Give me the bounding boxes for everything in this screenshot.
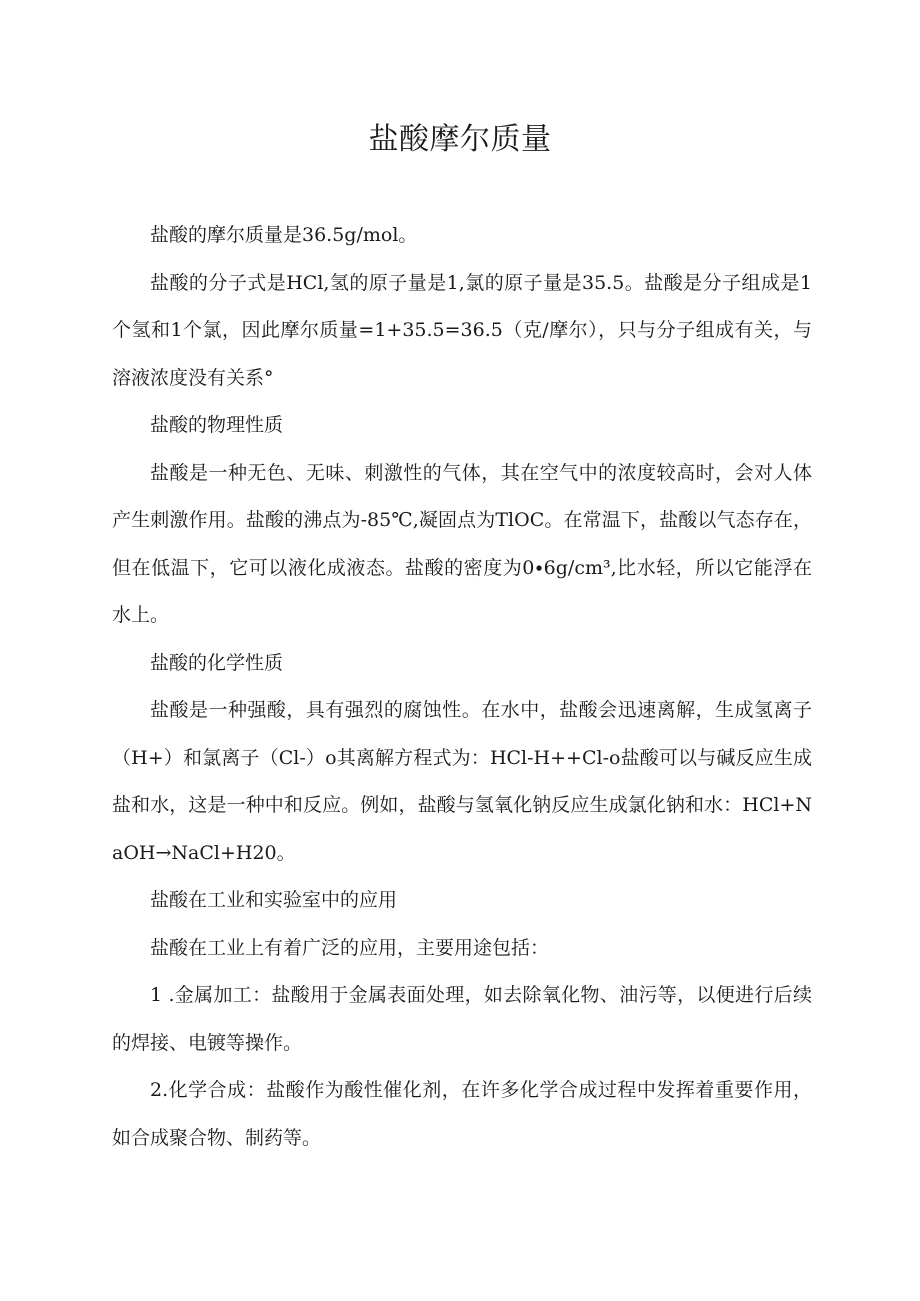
document-title: 盐酸摩尔质量 (368, 122, 552, 157)
document-body (112, 212, 812, 1162)
section-heading-applications: 盐酸在工业和实验室中的应用 (150, 889, 398, 911)
section-heading-physical-properties: 盐酸的物理性质 (150, 414, 284, 436)
paragraph-applications-intro: 盐酸在工业上有着广泛的应用，主要用途包括： (150, 936, 550, 959)
paragraph-physical-properties: 盐酸是一种无色、无味、刺激性的气体，其在空气中的浓度较高时，会对人体产生刺激作用。盐酸的沸点为-85℃,凝固点为TlOC。在常温下，盐酸以气态存在，但在低温下，它可以液化成液态。盐酸的密度为0∙6g∕cm³,比水轻，所以它能浮在水上。 (112, 461, 812, 626)
paragraph-molar-mass: 盐酸的摩尔质量是36.5g∕mol。 (150, 224, 418, 246)
paragraph-chemical-properties: 盐酸是一种强酸，具有强烈的腐蚀性。在水中，盐酸会迅速离解，生成氢离子（H+）和氯离子（Cl-）o其离解方程式为：HCl-H++Cl-o盐酸可以与碱反应生成盐和水，这是一种中和反应。例如，盐酸与氢氧化钠反应生成氯化钠和水：HCl+NaOH→NaCl+H20。 (112, 699, 812, 864)
paragraph-molecular-formula: 盐酸的分子式是HCl,氢的原子量是1,氯的原子量是35.5。盐酸是分子组成是1个氢和1个氯，因此摩尔质量=1+35.5=36.5（克/摩尔），只与分子组成有关，与溶液浓度没有关系° (112, 271, 812, 389)
list-item-chemical-synthesis: 2.化学合成：盐酸作为酸性催化剂，在许多化学合成过程中发挥着重要作用，如合成聚合物、制药等。 (112, 1079, 812, 1149)
list-item-metal-processing: 1 .金属加工：盐酸用于金属表面处理，如去除氧化物、油污等，以便进行后续的焊接、电镀等操作。 (112, 984, 812, 1054)
section-heading-chemical-properties: 盐酸的化学性质 (150, 651, 284, 674)
